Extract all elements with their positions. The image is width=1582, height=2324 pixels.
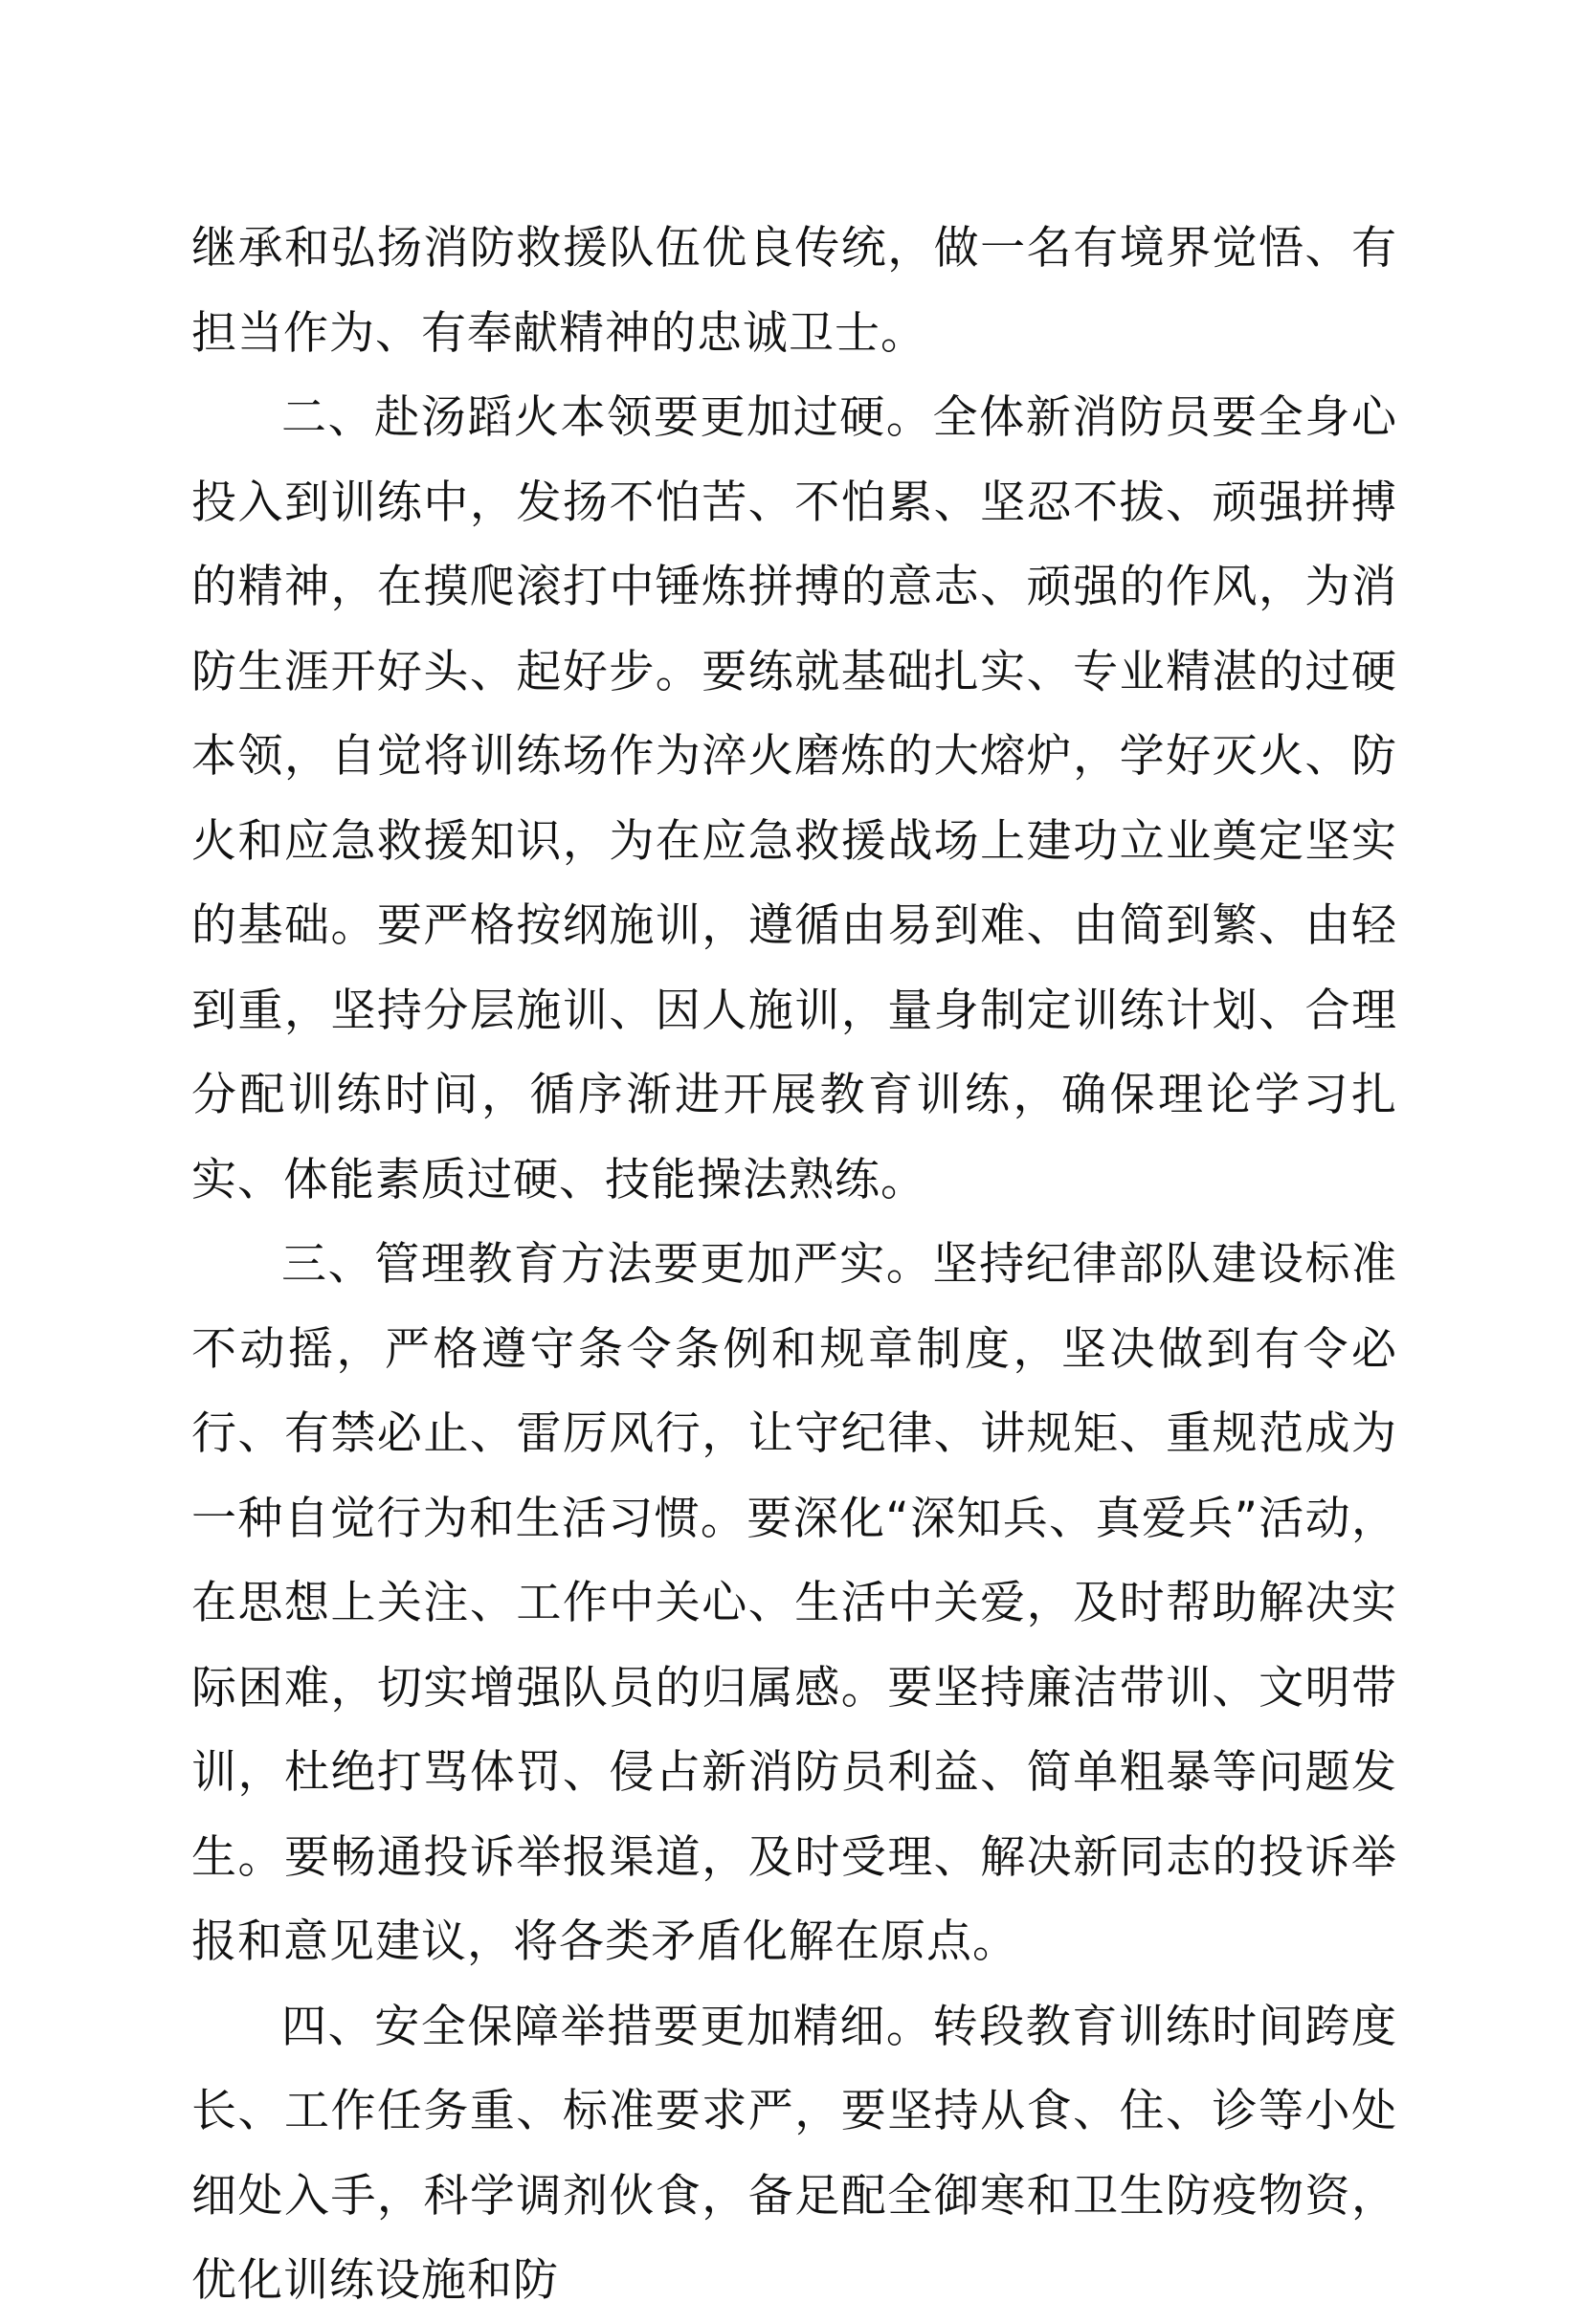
document-body (191, 207, 1397, 2324)
paragraph-section-three: 三、管理教育方法要更加严实。坚持纪律部队建设标准不动摇，严格遵守条令条例和规章制度，坚决做到有令必行、有禁必止、雷厉风行，让守纪律、讲规矩、重规范成为一种自觉行为和生活习惯。要深化“深知兵、真爱兵”活动，在思想上关注、工作中关心、生活中关爱，及时帮助解决实际困难，切实增强队员的归属感。要坚持廉洁带训、文明带训，杜绝打骂体罚、侵占新消防员利益、简单粗暴等问题发生。要畅通投诉举报渠道，及时受理、解决新同志的投诉举报和意见建议，将各类矛盾化解在原点。 (191, 1238, 1397, 1968)
paragraph-section-four: 四、安全保障举措要更加精细。转段教育训练时间跨度长、工作任务重、标准要求严，要坚持从食、住、诊等小处细处入手，科学调剂伙食，备足配全御寒和卫生防疫物资，优化训练设施和防 (191, 2000, 1397, 2307)
paragraph-continuation: 继承和弘扬消防救援队伍优良传统，做一名有境界觉悟、有担当作为、有奉献精神的忠诚卫士。 (191, 222, 1397, 360)
paragraph-section-two: 二、赴汤蹈火本领要更加过硬。全体新消防员要全身心投入到训练中，发扬不怕苦、不怕累、坚忍不拔、顽强拼搏的精神，在摸爬滚打中锤炼拼搏的意志、顽强的作风，为消防生涯开好头、起好步。要练就基础扎实、专业精湛的过硬本领，自觉将训练场作为淬火磨炼的大熔炉，学好灭火、防火和应急救援知识，为在应急救援战场上建功立业奠定坚实的基础。要严格按纲施训，遵循由易到难、由简到繁、由轻到重，坚持分层施训、因人施训，量身制定训练计划、合理分配训练时间，循序渐进开展教育训练，确保理论学习扎实、体能素质过硬、技能操法熟练。 (191, 391, 1397, 1206)
